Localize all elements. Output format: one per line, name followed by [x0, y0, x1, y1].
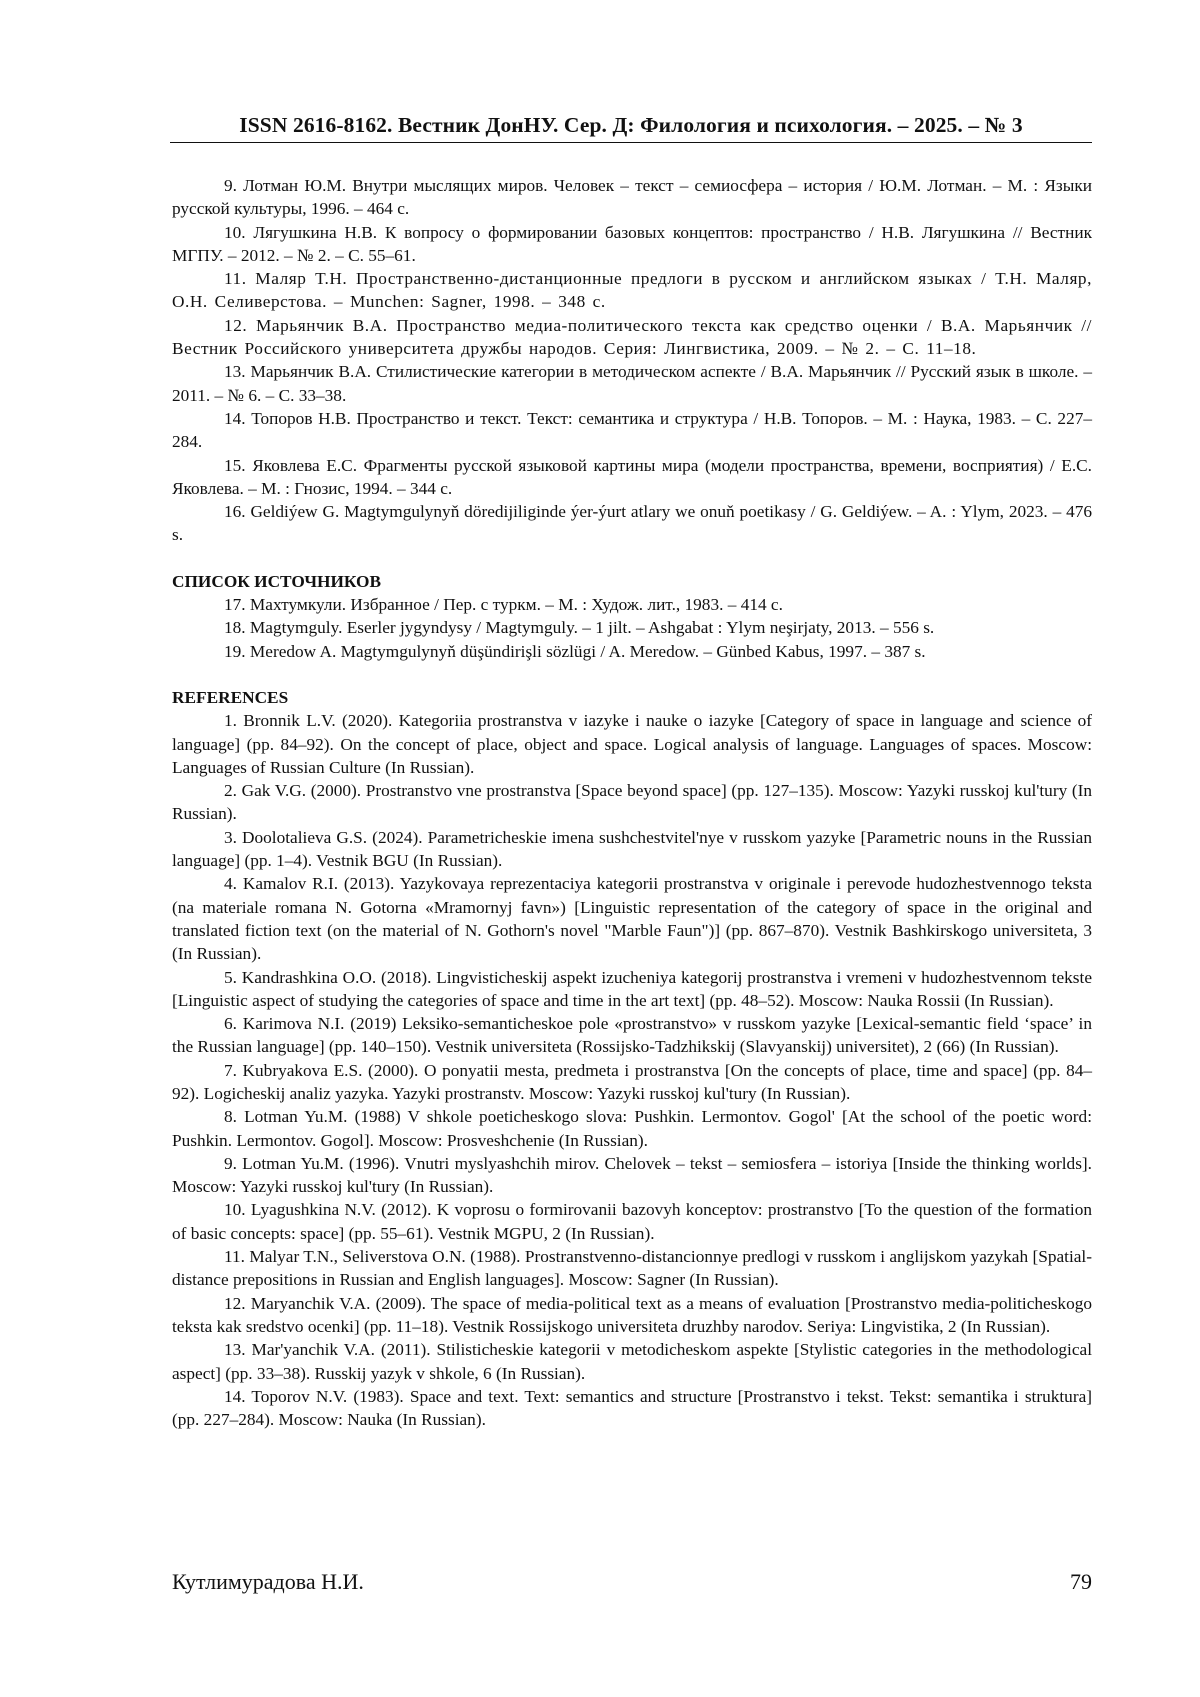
reference-item: 10. Lyagushkina N.V. (2012). K voprosu o formirovanii bazovyh konceptov: prostranstvo [To the question of the formation of basic concepts: space] (pp. 55–61). Vestnik MGPU, 2 (In Russian).: [172, 1200, 1092, 1243]
sources-heading: СПИСОК ИСТОЧНИКОВ: [172, 571, 382, 591]
literature-item: 15. Яковлева Е.С. Фрагменты русской языковой картины мира (модели пространства, времени, восприятия) / Е.С. Яковлева. – М. : Гнозис, 1994. – 344 с.: [172, 455, 1092, 498]
reference-item: 1. Bronnik L.V. (2020). Kategoriia prostranstva v iazyke i nauke o iazyke [Category of space in language and science of language] (pp. 84–92). On the concept of place, object and space. Logical analysis of language. Languages of spaces. Moscow: Languages of Russian Culture (In Russian).: [172, 711, 1092, 777]
reference-item: 8. Lotman Yu.M. (1988) V shkole poeticheskogo slova: Pushkin. Lermontov. Gogol' [At the school of the poetic word: Pushkin. Lermontov. Gogol]. Moscow: Prosveshchenie (In Russian).: [172, 1107, 1092, 1150]
literature-item: 11. Маляр Т.Н. Пространственно-дистанционные предлоги в русском и английском языках / Т.Н. Маляр, О.Н. Селиверстова. – Munchen: Sagner, 1998. – 348 с.: [172, 269, 1092, 312]
references-heading: REFERENCES: [172, 687, 289, 707]
literature-item: 13. Марьянчик В.А. Стилистические категории в методическом аспекте / В.А. Марьянчик // Русский язык в школе. – 2011. – № 6. – С. 33–38.: [172, 362, 1092, 405]
page-number: 79: [1070, 1569, 1092, 1594]
reference-item: 3. Doolotalieva G.S. (2024). Parametricheskie imena sushchestvitel'nye v russkom yazyke [Parametric nouns in the Russian language] (pp. 1–4). Vestnik BGU (In Russian).: [172, 827, 1092, 871]
header-divider: [170, 142, 1092, 143]
source-item: 18. Magtymguly. Eserler jygyndysy / Magtymguly. – 1 jilt. – Ashgabat : Ylym neşirjaty, 2013. – 556 s.: [224, 618, 935, 638]
reference-item: 5. Kandrashkina O.O. (2018). Lingvisticheskij aspekt izucheniya kategorij prostranstva i vremeni v hudozhestvennom tekste [Linguistic aspect of studying the categories of space and time in the art text] (pp. 48–52). Moscow: Nauka Rossii (In Russian).: [172, 967, 1092, 1010]
literature-item: 12. Марьянчик В.А. Пространство медиа-политического текста как средство оценки / В.А. Марьянчик // Вестник Российского университета дружбы народов. Серия: Лингвистика, 2009. – № 2. – С. 11–18.: [172, 315, 1092, 359]
footer-author: Кутлимурадова Н.И.: [172, 1569, 364, 1594]
reference-item: 11. Malyar T.N., Seliverstova O.N. (1988). Prostranstvenno-distancionnye predlogi v russkom i anglijskom yazykah [Spatial-distance prepositions in Russian and English languages]. Moscow: Sagner (In Russian).: [172, 1247, 1092, 1290]
literature-item: 10. Лягушкина Н.В. К вопросу о формировании базовых концептов: пространство / Н.В. Лягушкина // Вестник МГПУ. – 2012. – № 2. – С. 55–61.: [172, 222, 1092, 265]
reference-item: 13. Mar'yanchik V.A. (2011). Stilisticheskie kategorii v metodicheskom aspekte [Stylistic categories in the methodological aspect] (pp. 33–38). Russkij yazyk v shkole, 6 (In Russian).: [172, 1340, 1092, 1383]
reference-item: 7. Kubryakova E.S. (2000). O ponyatii mesta, predmeta i prostranstva [On the concepts of place, time and space] (pp. 84– 92). Logicheskij analiz yazyka. Yazyki prostranstv. Moscow: Yazyki russkoj kul'tury (In Russian).: [172, 1060, 1092, 1103]
references-section: [172, 686, 1092, 1432]
reference-item: 6. Karimova N.I. (2019) Leksiko-semanticheskoe pole «prostranstvo» v russkom yazyke [Lexical-semantic field ‘space’ in the Russian language] (pp. 140–150). Vestnik universiteta (Rossijsko-Tadzhikskij (Slavyanskij) universitet), 2 (66) (In Russian).: [172, 1014, 1092, 1057]
reference-item: 2. Gak V.G. (2000). Prostranstvo vne prostranstva [Space beyond space] (pp. 127–135). Moscow: Yazyki russkoj kul'tury (In Russian).: [172, 781, 1092, 824]
literature-item: 16. Geldiýew G. Magtymgulynyň döredijiliginde ýer-ýurt atlary we onuň poetikasy / G. Geldiýew. – A. : Ylym, 2023. – 476 s.: [172, 502, 1092, 545]
page-body: [172, 174, 1092, 1431]
literature-item: 9. Лотман Ю.М. Внутри мыслящих миров. Человек – текст – семиосфера – история / Ю.М. Лотман. – М. : Языки русской культуры, 1996. – 464 с.: [172, 176, 1092, 219]
reference-item: 14. Toporov N.V. (1983). Space and text. Text: semantics and structure [Prostranstvo i tekst. Tekst: semantika i struktura] (pp. 227–284). Moscow: Nauka (In Russian).: [172, 1386, 1092, 1430]
source-item: 19. Meredow A. Magtymgulynyň düşündirişli sözlügi / A. Meredow. – Günbed Kabus, 1997. – 387 s.: [224, 641, 926, 661]
reference-item: 4. Kamalov R.I. (2013). Yazykovaya reprezentaciya kategorii prostranstva v originale i perevode hudozhestvennogo teksta (na materiale romana N. Gotorna «Mramornyj favn») [Linguistic representation of the category of space in the original and translated fiction text (on the material of N. Gothorn's novel "Marble Faun")] (pp. 867–870). Vestnik Bashkirskogo universiteta, 3 (In Russian).: [172, 874, 1092, 964]
reference-item: 12. Maryanchik V.A. (2009). The space of media-political text as a means of evaluation [Prostranstvo media-politicheskogo teksta kak sredstvo ocenki] (pp. 11–18). Vestnik Rossijskogo universiteta druzhby narodov. Seriya: Lingvistika, 2 (In Russian).: [172, 1293, 1092, 1336]
literature-list-continued: [172, 174, 1092, 547]
reference-item: 9. Lotman Yu.M. (1996). Vnutri myslyashchih mirov. Chelovek – tekst – semiosfera – istoriya [Inside the thinking worlds]. Moscow: Yazyki russkoj kul'tury (In Russian).: [172, 1153, 1092, 1197]
running-header: ISSN 2616-8162. Вестник ДонНУ. Сер. Д: Филология и психология. – 2025. – № 3: [239, 113, 1023, 137]
source-item: 17. Махтумкули. Избранное / Пер. с туркм. – М. : Худож. лит., 1983. – 414 с.: [224, 595, 783, 615]
sources-section: [172, 570, 1092, 663]
literature-item: 14. Топоров Н.В. Пространство и текст. Текст: семантика и структура / Н.В. Топоров. – М. : Наука, 1983. – С. 227–284.: [172, 408, 1092, 452]
